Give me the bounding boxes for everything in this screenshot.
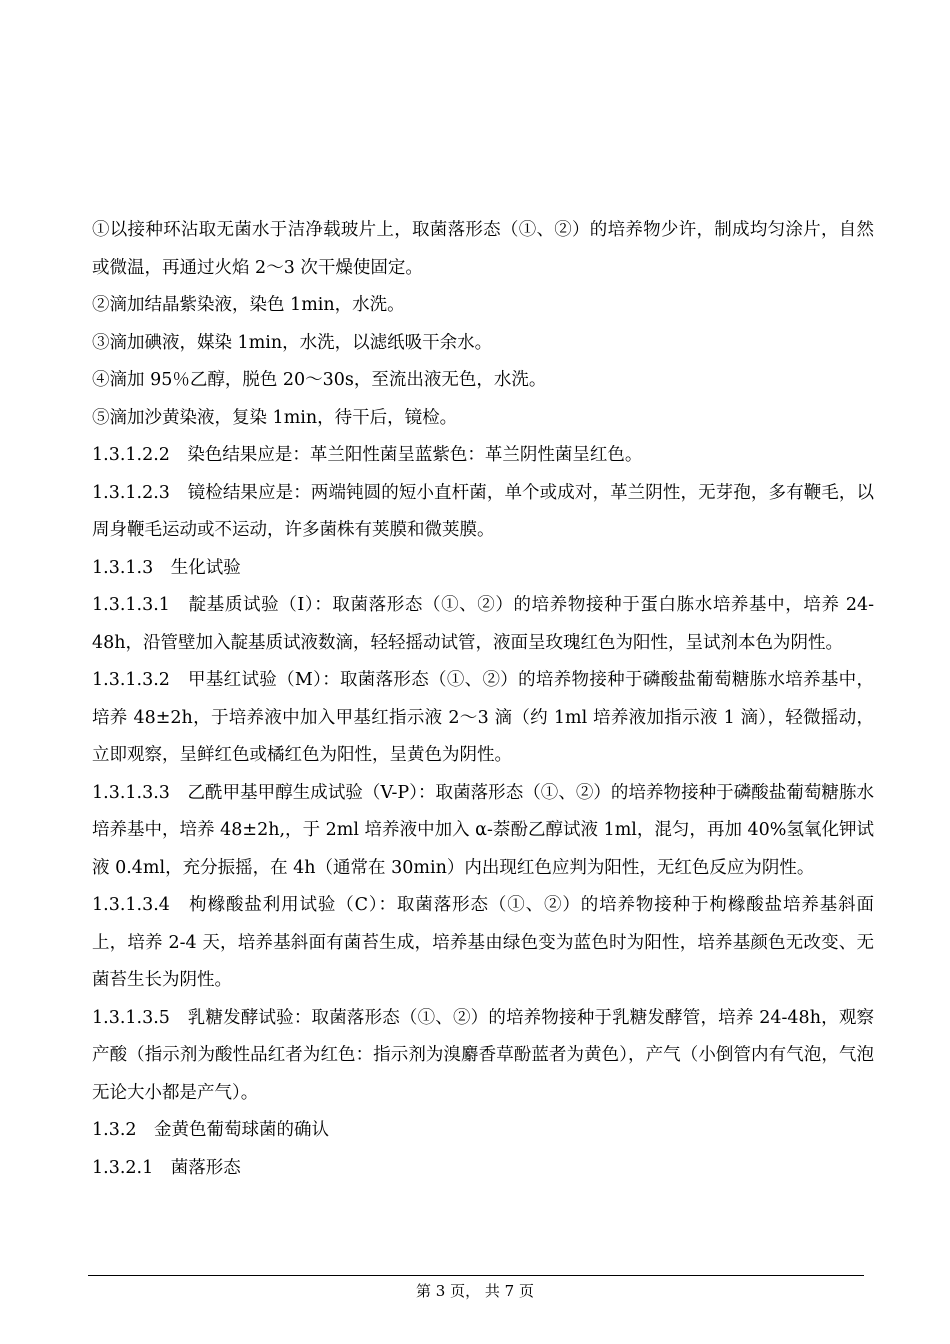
paragraph: 1.3.1.3.2 甲基红试验（M）：取菌落形态（①、②）的培养物接种于磷酸盐葡萄糖胨水培养基中，培养 48±2h，于培养液中加入甲基红指示液 2～3 滴（约 1ml 培养液加指示液 1 滴），轻微摇动，立即观察，呈鲜红色或橘红色为阳性，呈黄色为阴性。 (92, 670, 874, 765)
document-body (92, 212, 874, 1187)
paragraph: 1.3.1.3.3 乙酰甲基甲醇生成试验（V-P）：取菌落形态（①、②）的培养物接种于磷酸盐葡萄糖胨水培养基中，培养 48±2h,，于 2ml 培养液中加入 α-萘酚乙醇试液 1ml，混匀，再加 40%氢氧化钾试液 0.4ml，充分振摇，在 4h（通常在 30min）内出现红色应判为阳性，无红色反应为阴性。 (92, 782, 874, 878)
paragraph: ②滴加结晶紫染液，染色 1min，水洗。 (92, 295, 405, 315)
paragraph: ③滴加碘液，媒染 1min，水洗，以滤纸吸干余水。 (92, 332, 493, 353)
paragraph: 1.3.1.2.2 染色结果应是：革兰阳性菌呈蓝紫色：革兰阴性菌呈红色。 (92, 445, 643, 465)
paragraph: ①以接种环沾取无菌水于洁净载玻片上，取菌落形态（①、②）的培养物少许，制成均匀涂片，自然或微温，再通过火焰 2～3 次干燥使固定。 (92, 220, 874, 278)
section-heading: 1.3.1.3 生化试验 (92, 557, 241, 578)
section-heading: 1.3.2 金黄色葡萄球菌的确认 (92, 1120, 330, 1140)
section-heading: 1.3.2.1 菌落形态 (92, 1157, 241, 1178)
footer-divider (88, 1275, 864, 1276)
paragraph: ④滴加 95％乙醇，脱色 20～30s，至流出液无色，水洗。 (92, 370, 547, 390)
paragraph: 1.3.1.3.1 靛基质试验（I）：取菌落形态（①、②）的培养物接种于蛋白胨水培养基中，培养 24-48h，沿管壁加入靛基质试液数滴，轻轻摇动试管，液面呈玫瑰红色为阳性，呈试剂本色为阴性。 (92, 595, 874, 653)
paragraph: 1.3.1.3.4 枸橼酸盐利用试验（C）：取菌落形态（①、②）的培养物接种于枸橼酸盐培养基斜面上，培养 2-4 天，培养基斜面有菌苔生成，培养基由绿色变为蓝色时为阳性，培养基颜色无改变、无菌苔生长为阴性。 (92, 895, 874, 990)
page-number: 第 3 页， 共 7 页 (416, 1282, 534, 1300)
paragraph: ⑤滴加沙黄染液，复染 1min，待干后，镜检。 (92, 407, 458, 428)
paragraph: 1.3.1.2.3 镜检结果应是：两端钝圆的短小直杆菌，单个或成对，革兰阴性，无芽孢，多有鞭毛，以周身鞭毛运动或不运动，许多菌株有荚膜和微荚膜。 (92, 482, 874, 540)
paragraph: 1.3.1.3.5 乳糖发酵试验：取菌落形态（①、②）的培养物接种于乳糖发酵管，培养 24-48h，观察产酸（指示剂为酸性品红者为红色：指示剂为溴麝香草酚蓝者为黄色），产气（小倒管内有气泡，气泡无论大小都是产气）。 (92, 1007, 874, 1103)
